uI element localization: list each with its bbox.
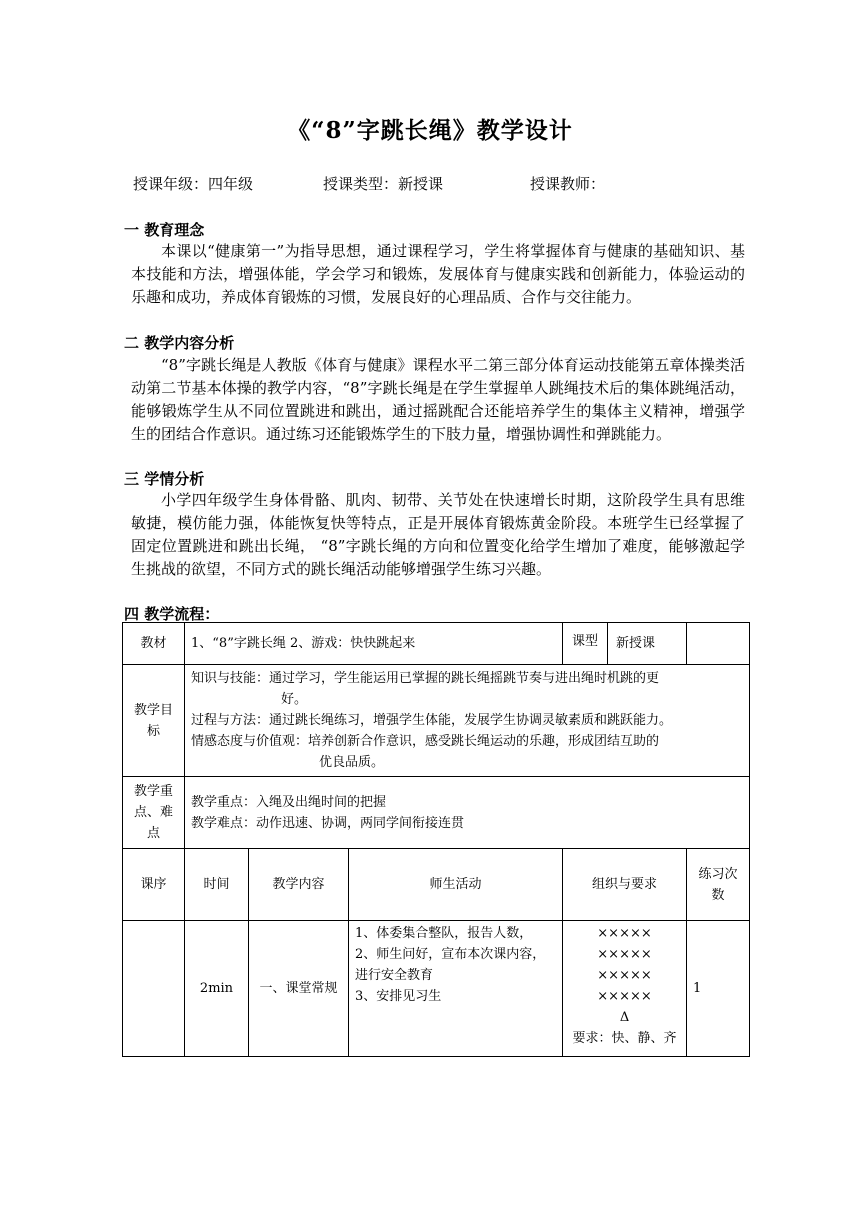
objectives-label: 教学目标: [123, 665, 185, 777]
objective-attitude-cont: 优良品质。: [319, 755, 385, 770]
row-order: [123, 921, 185, 1057]
material-label: 教材: [123, 623, 185, 665]
table-header-row: [123, 849, 750, 921]
header-count: 练习次数: [687, 849, 750, 921]
header-content: 教学内容: [249, 849, 349, 921]
section-heading-content-analysis: 二 教学内容分析: [124, 334, 235, 352]
activity-item: 3、安排见习生: [355, 989, 442, 1004]
header-activities: 师生活动: [349, 849, 563, 921]
material-value: 1、“8”字跳长绳 2、游戏：快快跳起来: [185, 623, 563, 665]
lesson-type-cell: [563, 623, 687, 665]
row-content: 一、课堂常规: [249, 921, 349, 1057]
row-count: 1: [687, 921, 750, 1057]
key-point: 教学重点：入绳及出绳时间的把握: [191, 794, 387, 810]
formation-requirement: 要求：快、静、齐: [572, 1031, 677, 1046]
activity-item: 2、师生问好，宣布本次课内容，进行安全教育: [355, 947, 546, 983]
row-activities: [349, 921, 563, 1057]
document-title: 《“8”字跳长绳》教学设计: [287, 117, 573, 144]
header-organization: 组织与要求: [563, 849, 687, 921]
formation-row: ×××××: [597, 968, 652, 983]
activity-item: 1、体委集合整队，报告人数，: [355, 926, 533, 941]
section-text-philosophy: 本课以“健康第一”为指导思想，通过课程学习，学生将掌握体育与健康的基础知识、基本技能和方法，增强体能，学会学习和锻炼，发展体育与健康实践和创新能力，体验运动的乐趣和成功，养成体育锻炼的习惯，发展良好的心理品质、合作与交往能力。: [131, 242, 745, 306]
objective-attitude: 情感态度与价值观：培养创新合作意识，感受跳长绳运动的乐趣，形成团结互助的: [191, 734, 660, 749]
section-heading-teaching-flow: 四 教学流程：: [124, 605, 220, 623]
objective-knowledge: 知识与技能：通过学习，学生能运用已掌握的跳长绳摇跳节奏与进出绳时机跳的更: [191, 671, 660, 686]
formation-row: ×××××: [597, 989, 652, 1004]
objective-knowledge-cont: 好。: [281, 692, 308, 707]
formation-row: ×××××: [597, 947, 652, 962]
section-text-student-analysis: 小学四年级学生身体骨骼、肌肉、韧带、关节处在快速增长时期，这阶段学生具有思维敏捷，模仿能力强，体能恢复快等特点，正是开展体育锻炼黄金阶段。本班学生已经掌握了固定位置跳进和跳出长绳， “8”字跳长绳的方向和位置变化给学生增加了难度，能够激起学生挑战的欲望，不同方式的跳长绳活动能够增强学生练习兴趣。: [131, 491, 745, 578]
teaching-plan-table: [122, 622, 750, 1057]
table-row: [123, 777, 750, 849]
objective-process: 过程与方法：通过跳长绳练习，增强学生体能，发展学生协调灵敏素质和跳跃能力。: [191, 713, 673, 728]
teacher-position: Δ: [619, 1010, 630, 1025]
grade-label: 授课年级：四年级: [133, 175, 254, 193]
row-formation: [563, 921, 687, 1057]
header-order: 课序: [123, 849, 185, 921]
lesson-type-label: 授课类型：新授课: [323, 175, 444, 193]
header-time: 时间: [185, 849, 249, 921]
difficulty-point: 教学难点：动作迅速、协调，两同学间衔接连贯: [191, 815, 465, 831]
table-row: [123, 665, 750, 777]
section-text-content-analysis: “8”字跳长绳是人教版《体育与健康》课程水平二第三部分体育运动技能第五章体操类活动第二节基本体操的教学内容，“8”字跳长绳是在学生掌握单人跳绳技术后的集体跳绳活动，能够锻炼学生从不同位置跳进和跳出，通过摇跳配合还能培养学生的集体主义精神，增强学生的团结合作意识。通过练习还能锻炼学生的下肢力量，增强协调性和弹跳能力。: [131, 356, 745, 443]
table-row: [123, 623, 750, 665]
row-time: 2min: [185, 921, 249, 1057]
lesson-type-header: 课型: [563, 623, 608, 664]
teacher-label: 授课教师：: [530, 175, 606, 193]
lesson-type-value: 新授课: [616, 636, 656, 651]
formation-row: ×××××: [597, 926, 652, 941]
keypoints-cell: [185, 777, 750, 849]
table-row: [123, 921, 750, 1057]
keypoints-label: 教学重点、难点: [123, 777, 185, 849]
objectives-cell: [185, 665, 750, 777]
section-heading-student-analysis: 三 学情分析: [124, 470, 205, 488]
lesson-type-spacer: [687, 623, 750, 665]
section-heading-philosophy: 一 教育理念: [124, 221, 205, 239]
